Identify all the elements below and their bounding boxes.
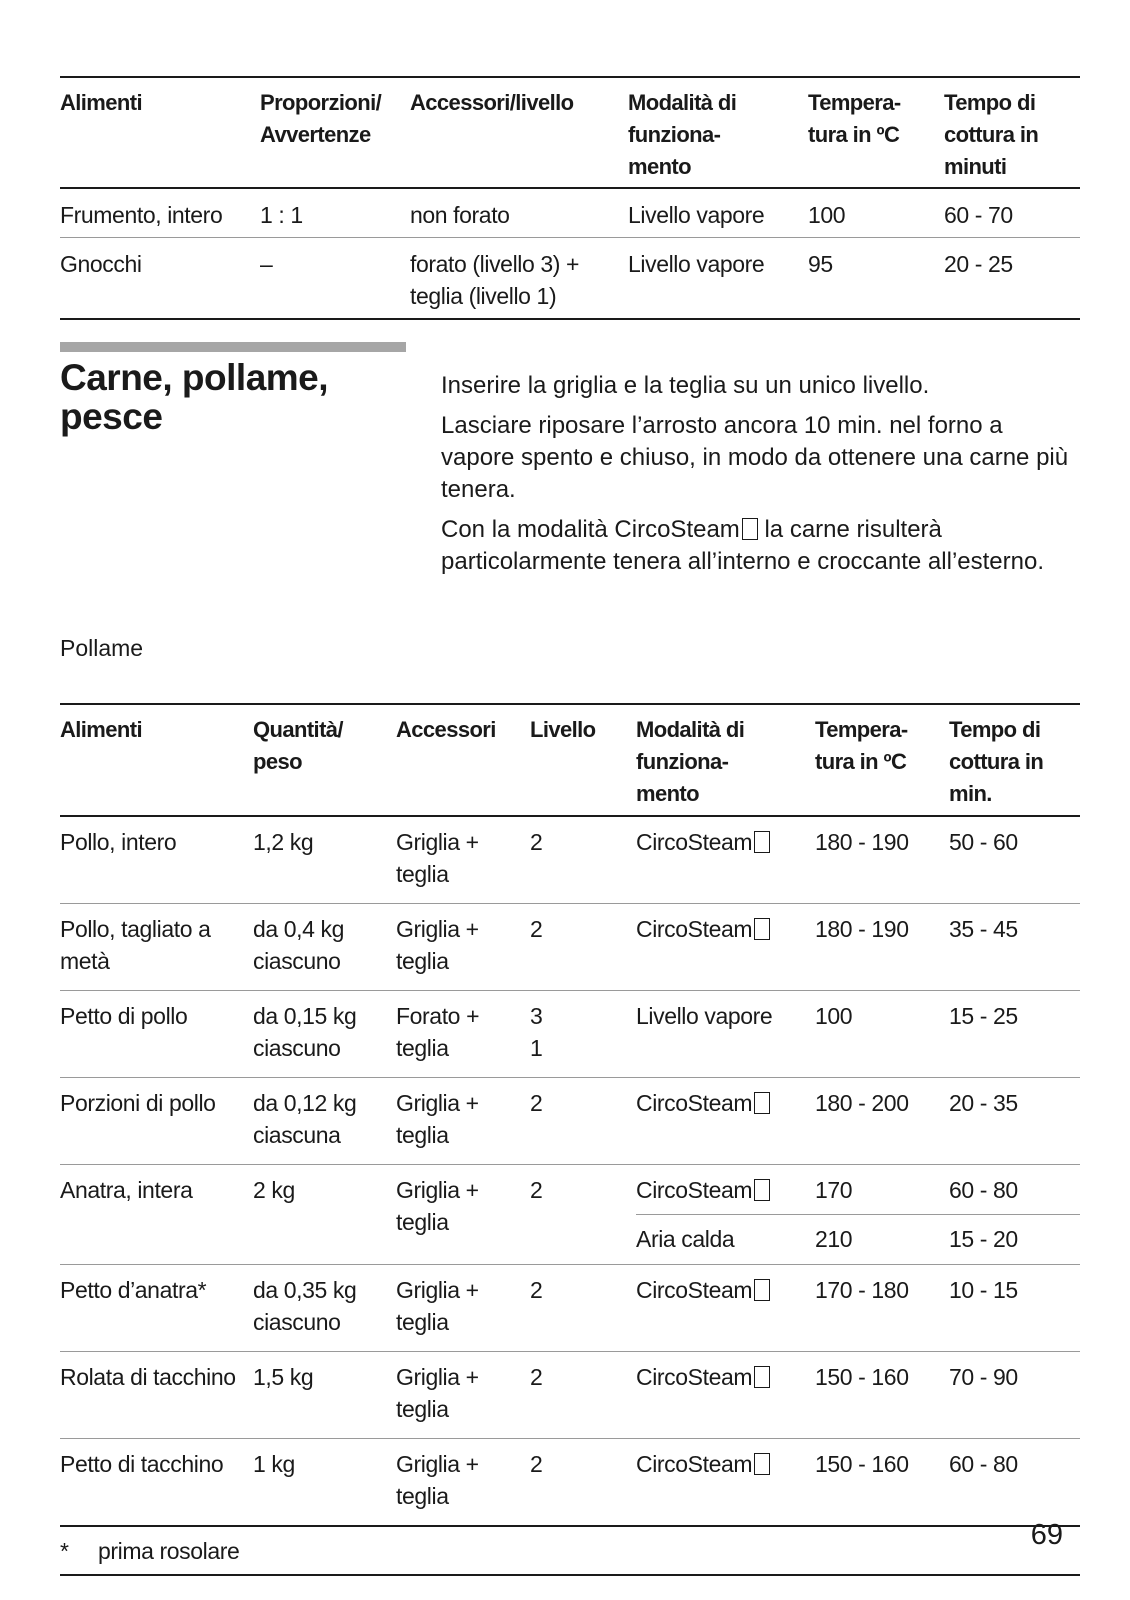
- cell-temp: 180 - 200: [815, 1090, 909, 1116]
- cell-food: Petto d’anatra*: [60, 1277, 207, 1303]
- column-header: Alimenti: [60, 717, 142, 742]
- cell-temp: 150 - 160: [815, 1364, 909, 1390]
- table-cell: 60 - 70: [944, 202, 1013, 228]
- cell-qty: 2 kg: [253, 1177, 295, 1203]
- table-cell: –: [260, 251, 273, 277]
- table-row: [60, 188, 1080, 238]
- cell-time: 60 - 80: [949, 1177, 1018, 1203]
- cell-qty: 1,5 kg: [253, 1364, 314, 1390]
- cell-time: 60 - 80: [949, 1451, 1018, 1477]
- cell-time: 50 - 60: [949, 829, 1018, 855]
- grain-table-body: [60, 188, 1080, 319]
- cell-food: Porzioni di pollo: [60, 1090, 216, 1116]
- grain-table-header: [60, 77, 1080, 188]
- table-row: [60, 1165, 1080, 1215]
- cell-time: 35 - 45: [949, 916, 1018, 942]
- cell-mode: Aria calda: [636, 1226, 735, 1252]
- table-row: [60, 1265, 1080, 1352]
- cell-food: Pollo, tagliato a metà: [60, 916, 211, 974]
- column-header: Modalità di funziona- mento: [628, 90, 737, 179]
- table-cell: 20 - 25: [944, 251, 1013, 277]
- cell-lvl: 2: [530, 829, 543, 855]
- intro-paragraph-1: Inserire la griglia e la teglia su un unico livello.: [441, 372, 930, 399]
- cell-lvl: 2: [530, 1451, 543, 1477]
- table-row: [60, 816, 1080, 904]
- footnote-row: [60, 1526, 1080, 1575]
- section-title: Carne, pollame, pesce: [60, 357, 329, 437]
- cell-qty: da 0,12 kg ciascuna: [253, 1090, 357, 1148]
- cell-mode: CircoSteam: [636, 1078, 815, 1165]
- cell-acc: Griglia + teglia: [396, 1090, 479, 1148]
- cell-time: 20 - 35: [949, 1090, 1018, 1116]
- cell-qty: 1,2 kg: [253, 829, 314, 855]
- column-header: Tempo di cottura in min.: [949, 717, 1044, 806]
- cell-food: Petto di pollo: [60, 1003, 188, 1029]
- cell-temp: 180 - 190: [815, 916, 909, 942]
- footnote-text: prima rosolare: [98, 1538, 240, 1564]
- circosteam-symbol-icon: [754, 918, 770, 940]
- subheading-pollame: Pollame: [60, 635, 144, 661]
- cell-mode: CircoSteam: [636, 1165, 815, 1215]
- cell-food: Pollo, intero: [60, 829, 177, 855]
- cell-mode: CircoSteam: [636, 816, 815, 904]
- column-header: Tempo di cottura in minuti: [944, 90, 1039, 179]
- cell-qty: 1 kg: [253, 1451, 295, 1477]
- grain-table: [60, 76, 1080, 320]
- cell-time: 10 - 15: [949, 1277, 1018, 1303]
- poultry-table-header: [60, 704, 1080, 816]
- table-cell: 100: [808, 202, 846, 228]
- column-header: Proporzioni/ Avvertenze: [260, 90, 382, 147]
- circosteam-symbol-icon: [754, 1366, 770, 1388]
- cell-qty: da 0,35 kg ciascuno: [253, 1277, 357, 1335]
- cell-temp: 150 - 160: [815, 1451, 909, 1477]
- cell-temp: 180 - 190: [815, 829, 909, 855]
- table-row: [60, 1439, 1080, 1527]
- column-header: Alimenti: [60, 90, 142, 115]
- cell-qty: da 0,15 kg ciascuno: [253, 1003, 357, 1061]
- intro-paragraph-2: Lasciare riposare l’arrosto ancora 10 min. nel forno a vapore spento e chiuso, in modo da ottenere una carne più tenera.: [441, 412, 1069, 503]
- section-bar: [60, 342, 406, 352]
- poultry-table-body: [60, 816, 1080, 1526]
- table-row: [60, 1352, 1080, 1439]
- table-cell: non forato: [410, 202, 510, 228]
- cell-food: Anatra, intera: [60, 1177, 193, 1203]
- circosteam-symbol-icon: [754, 1179, 770, 1201]
- column-header: Accessori: [396, 717, 496, 742]
- cell-temp: 210: [815, 1226, 853, 1252]
- column-header: Accessori/livello: [410, 90, 574, 115]
- cell-time: 15 - 20: [949, 1226, 1018, 1252]
- section-intro: [441, 370, 1081, 586]
- table-cell: forato (livello 3) + teglia (livello 1): [410, 251, 580, 309]
- cell-mode: CircoSteam: [636, 904, 815, 991]
- cell-acc: Griglia + teglia: [396, 1277, 479, 1335]
- cell-lvl: 2: [530, 1090, 543, 1116]
- circosteam-symbol-icon: [754, 1092, 770, 1114]
- cell-time: 15 - 25: [949, 1003, 1018, 1029]
- table-cell: Gnocchi: [60, 251, 142, 277]
- cell-food: Petto di tacchino: [60, 1451, 224, 1477]
- cell-lvl: 3 1: [530, 1003, 543, 1061]
- cell-acc: Griglia + teglia: [396, 916, 479, 974]
- cell-acc: Griglia + teglia: [396, 1364, 479, 1422]
- table-cell: Frumento, intero: [60, 202, 223, 228]
- table-row: [60, 238, 1080, 320]
- table-cell: Livello vapore: [628, 202, 765, 228]
- column-header: Livello: [530, 717, 596, 742]
- table-cell: 95: [808, 251, 833, 277]
- page-number: 69: [1030, 1519, 1063, 1551]
- cell-food: Rolata di tacchino: [60, 1364, 236, 1390]
- cell-lvl: 2: [530, 1277, 543, 1303]
- cell-mode: CircoSteam: [636, 1439, 815, 1527]
- cell-mode: CircoSteam: [636, 1265, 815, 1352]
- table-row: [60, 991, 1080, 1078]
- table-cell: Livello vapore: [628, 251, 765, 277]
- table-cell: 1 : 1: [260, 202, 303, 228]
- footnote: [60, 1526, 1080, 1575]
- cell-acc: Griglia + teglia: [396, 1451, 479, 1509]
- column-header: Tempera- tura in ºC: [808, 90, 901, 147]
- cell-lvl: 2: [530, 1177, 543, 1203]
- cell-acc: Griglia + teglia: [396, 1177, 479, 1235]
- column-header: Tempera- tura in ºC: [815, 717, 908, 774]
- cell-temp: 170 - 180: [815, 1277, 909, 1303]
- table-row: [60, 904, 1080, 991]
- footnote-mark: *: [60, 1538, 69, 1564]
- cell-time: 70 - 90: [949, 1364, 1018, 1390]
- circosteam-symbol-icon: [754, 831, 770, 853]
- cell-qty: da 0,4 kg ciascuno: [253, 916, 345, 974]
- cell-lvl: 2: [530, 916, 543, 942]
- table-row: [60, 1078, 1080, 1165]
- cell-acc: Griglia + teglia: [396, 829, 479, 887]
- cell-temp: 100: [815, 1003, 853, 1029]
- circosteam-symbol-icon: [742, 518, 758, 540]
- cell-mode: CircoSteam: [636, 1352, 815, 1439]
- cell-temp: 170: [815, 1177, 853, 1203]
- circosteam-symbol-icon: [754, 1279, 770, 1301]
- column-header: Quantità/ peso: [253, 717, 343, 774]
- intro-paragraph-3: Con la modalità CircoSteam la carne risulterà particolarmente tenera all’interno e croccante all’esterno.: [441, 516, 1044, 575]
- poultry-table: [60, 703, 1080, 1576]
- cell-mode: Livello vapore: [636, 1003, 773, 1029]
- cell-lvl: 2: [530, 1364, 543, 1390]
- circosteam-symbol-icon: [754, 1453, 770, 1475]
- cell-acc: Forato + teglia: [396, 1003, 480, 1061]
- column-header: Modalità di funziona- mento: [636, 717, 745, 806]
